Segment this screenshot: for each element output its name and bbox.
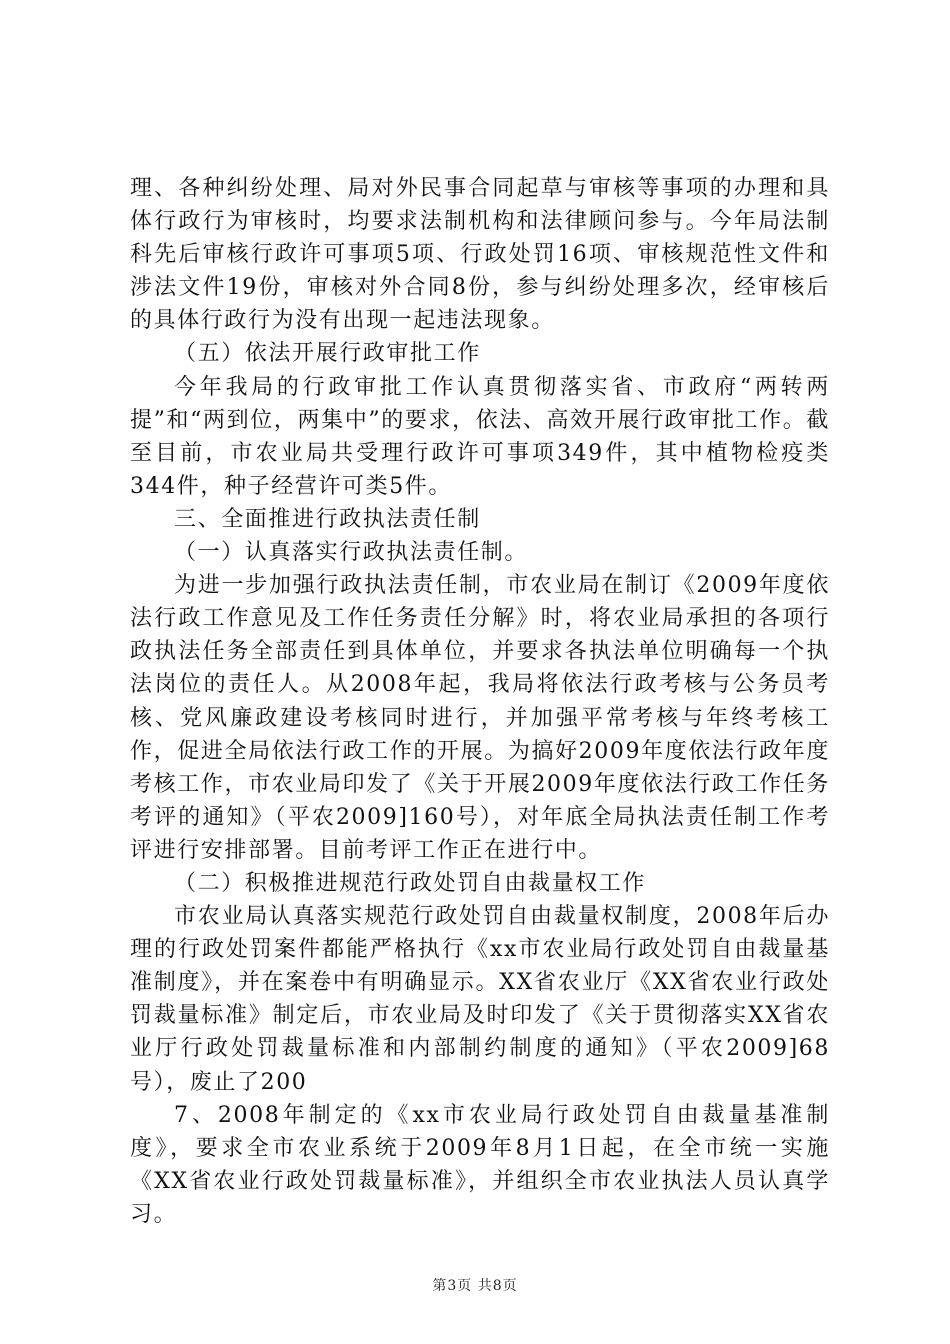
subsection-heading-2: （二）积极推进规范行政处罚自由裁量权工作 bbox=[174, 870, 647, 896]
section-heading-5: （五）依法开展行政审批工作 bbox=[174, 341, 481, 367]
paragraph-3: 今年我局的行政审批工作认真贯彻落实省、市政府“两转两提”和“两到位，两集中”的要求，依法、高效开展行政审批工作。截至目前，市农业局共受理行政许可事项349件，其中植物检疫类344件，种子经营许可类5件。 bbox=[130, 374, 830, 499]
subsection-heading-1: （一）认真落实行政执法责任制。 bbox=[174, 540, 529, 566]
paragraph-9: 7、2008年制定的《xx市农业局行政处罚自由裁量基准制度》，要求全市农业系统于2009年8月1日起，在全市统一实施《XX省农业行政处罚裁量标准》，并组织全市农业执法人员认真学习。 bbox=[130, 1102, 830, 1227]
page-footer: 第3页 共8页 bbox=[432, 1278, 518, 1294]
paragraph-1: 理、各种纠纷处理、局对外民事合同起草与审核等事项的办理和具体行政行为审核时，均要求法制机构和法律顾问参与。今年局法制科先后审核行政许可事项5项、行政处罚16项、审核规范性文件和涉法文件19份，审核对外合同8份，参与纠纷处理多次，经审核后的具体行政行为没有出现一起违法现象。 bbox=[130, 176, 830, 334]
paragraph-6: 为进一步加强行政执法责任制，市农业局在制订《2009年度依法行政工作意见及工作任务责任分解》时，将农业局承担的各项行政执法任务全部责任到具体单位，并要求各执法单位明确每一个执法岗位的责任人。从2008年起，我局将依法行政考核与公务员考核、党风廉政建设考核同时进行，并加强平常考核与年终考核工作，促进全局依法行政工作的开展。为搞好2009年度依法行政年度考核工作，市农业局印发了《关于开展2009年度依法行政工作任务考评的通知》（平农2009]160号），对年底全局执法责任制工作考评进行安排部署。目前考评工作正在进行中。 bbox=[130, 573, 830, 863]
document-body bbox=[130, 172, 830, 1231]
section-heading-3: 三、全面推进行政执法责任制 bbox=[174, 506, 481, 532]
paragraph-8: 市农业局认真落实规范行政处罚自由裁量权制度，2008年后办理的行政处罚案件都能严格执行《xx市农业局行政处罚自由裁量基准制度》，并在案卷中有明确显示。XX省农业厅《XX省农业行政处罚裁量标准》制定后，市农业局及时印发了《关于贯彻落实XX省农业厅行政处罚裁量标准和内部制约制度的通知》（平农2009]68号），废止了200 bbox=[130, 904, 830, 1095]
